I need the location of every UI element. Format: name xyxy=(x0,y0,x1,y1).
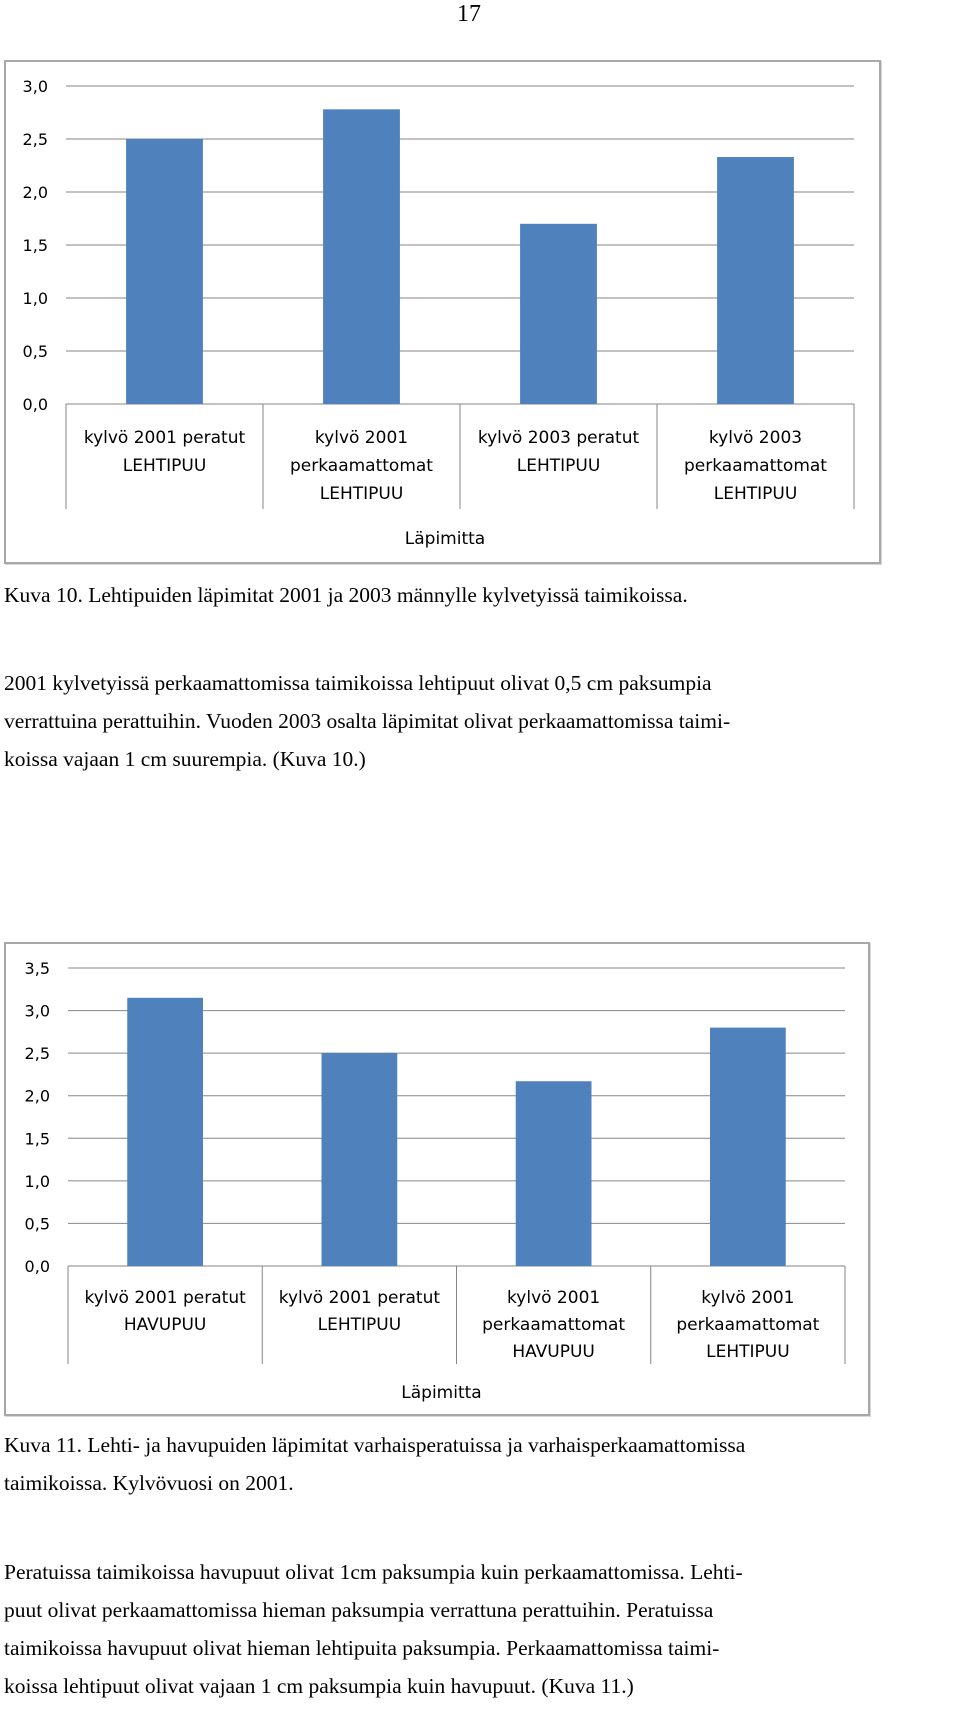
y-tick-label: 1,0 xyxy=(24,1171,50,1191)
category-label: perkaamattomat xyxy=(676,1315,820,1335)
y-tick-label: 0,0 xyxy=(24,1257,50,1276)
y-tick-label: 0,5 xyxy=(24,1214,50,1234)
bar xyxy=(516,1081,592,1266)
category-label: kylvö 2001 xyxy=(507,1288,601,1308)
paragraph-2-line: koissa lehtipuut olivat vajaan 1 cm paksumpia kuin havupuut. (Kuva 11.) xyxy=(4,1674,634,1698)
y-tick-label: 0,0 xyxy=(22,395,48,414)
category-label: HAVUPUU xyxy=(123,1315,207,1335)
category-label: perkaamattomat xyxy=(290,456,433,476)
y-tick-label: 1,0 xyxy=(22,289,48,308)
category-label: perkaamattomat xyxy=(684,456,827,476)
category-label: kylvö 2003 xyxy=(708,428,803,448)
figure-10-caption-text: Kuva 10. Lehtipuiden läpimitat 2001 ja 2003 männylle kylvetyissä taimikoissa. xyxy=(4,583,688,607)
y-tick-label: 3,5 xyxy=(24,959,50,978)
paragraph-2-line: Peratuissa taimikoissa havupuut olivat 1cm paksumpia kuin perkaamattomissa. Lehti- xyxy=(4,1560,743,1584)
category-label: kylvö 2001 peratut xyxy=(83,428,246,448)
paragraph-1-line: 2001 kylvetyissä perkaamattomissa taimikoissa lehtipuut olivat 0,5 cm paksumpia xyxy=(4,671,712,695)
y-tick-label: 3,0 xyxy=(24,1001,50,1021)
paragraph-1-line: verrattuina perattuihin. Vuoden 2003 osalta läpimitat olivat perkaamattomissa taimi- xyxy=(4,709,731,733)
figure-10-caption xyxy=(4,576,934,614)
chart-1-svg xyxy=(6,62,879,562)
bar xyxy=(717,157,794,404)
page-number: 17 xyxy=(457,1,481,27)
y-tick-label: 2,0 xyxy=(22,183,48,202)
category-label: kylvö 2001 peratut xyxy=(278,1288,441,1308)
paragraph-1-line: koissa vajaan 1 cm suurempia. (Kuva 10.) xyxy=(4,747,366,771)
category-label: LEHTIPUU xyxy=(317,1315,402,1335)
bar xyxy=(321,1053,397,1266)
x-axis-title: Läpimitta xyxy=(404,529,486,549)
x-axis-title: Läpimitta xyxy=(401,1383,482,1403)
y-tick-label: 3,0 xyxy=(22,77,48,96)
bar xyxy=(323,109,400,404)
figure-11-caption-line: taimikoissa. Kylvövuosi on 2001. xyxy=(4,1471,294,1495)
paragraph-1 xyxy=(4,664,934,778)
bar xyxy=(710,1028,786,1266)
category-label: LEHTIPUU xyxy=(319,484,404,504)
bar xyxy=(126,139,203,404)
y-tick-label: 1,5 xyxy=(22,236,48,255)
chart-2-svg xyxy=(6,944,868,1414)
category-label: kylvö 2003 peratut xyxy=(477,428,640,448)
bar xyxy=(520,224,597,404)
figure-11-caption xyxy=(4,1426,960,1502)
category-label: perkaamattomat xyxy=(482,1315,626,1335)
y-tick-label: 2,5 xyxy=(24,1044,50,1064)
figure-11-caption-line: Kuva 11. Lehti- ja havupuiden läpimitat varhaisperatuissa ja varhaisperkaamattomissa xyxy=(4,1433,746,1457)
chart-lehtipuiden-lapimitat xyxy=(4,60,881,564)
category-label: LEHTIPUU xyxy=(516,456,601,476)
category-label: LEHTIPUU xyxy=(706,1342,790,1362)
category-label: LEHTIPUU xyxy=(713,484,798,504)
paragraph-2-line: taimikoissa havupuut olivat hieman lehtipuita paksumpia. Perkaamattomissa taimi- xyxy=(4,1636,720,1660)
category-label: kylvö 2001 peratut xyxy=(84,1288,246,1308)
paragraph-2 xyxy=(4,1553,934,1705)
y-tick-label: 2,5 xyxy=(22,130,48,149)
chart-lehti-ja-havupuiden-lapimitat xyxy=(4,942,870,1416)
bar xyxy=(127,998,203,1266)
category-label: kylvö 2001 xyxy=(701,1288,795,1308)
category-label: HAVUPUU xyxy=(512,1342,595,1362)
category-label: kylvö 2001 xyxy=(314,428,409,448)
paragraph-2-line: puut olivat perkaamattomissa hieman paksumpia verrattuna perattuihin. Peratuissa xyxy=(4,1598,714,1622)
y-tick-label: 0,5 xyxy=(22,342,48,361)
y-tick-label: 2,0 xyxy=(24,1086,50,1106)
y-tick-label: 1,5 xyxy=(24,1129,50,1149)
category-label: LEHTIPUU xyxy=(122,456,207,476)
